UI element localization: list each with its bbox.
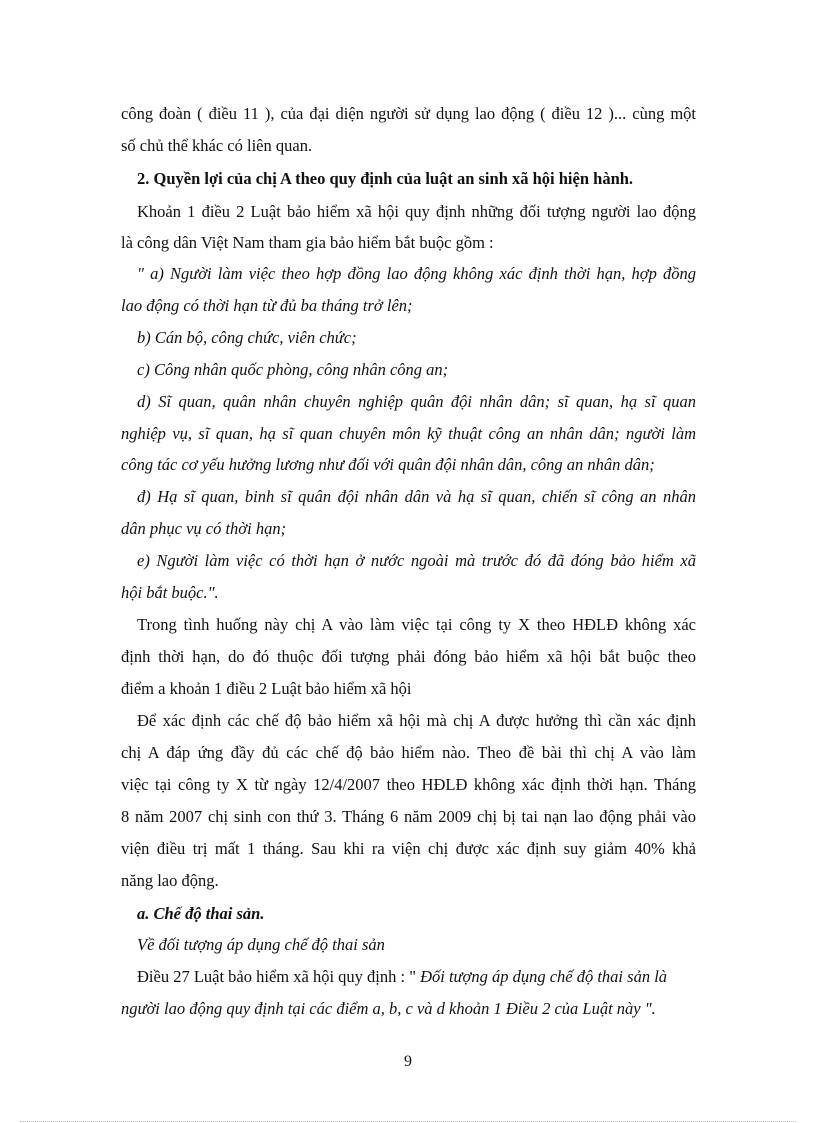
text-line: công tác cơ yếu hưởng lương như đối với quân đội nhân dân, công an nhân dân;: [121, 455, 655, 474]
text-line: lao động có thời hạn từ đủ ba tháng trở lên;: [121, 296, 413, 315]
text-line: e) Người làm việc có thời hạn ở nước ngoài mà trước đó đã đóng bảo hiểm xã: [137, 551, 696, 570]
text-line: d) Sĩ quan, quân nhân chuyên nghiệp quân đội nhân dân; sĩ quan, hạ sĩ quan: [137, 392, 696, 411]
text-line: Khoản 1 điều 2 Luật bảo hiểm xã hội quy định những đối tượng người lao động: [137, 202, 696, 221]
text-run: Điều 27 Luật bảo hiểm xã hội quy định : ": [137, 967, 421, 986]
text-line: 2. Quyền lợi của chị A theo quy định của luật an sinh xã hội hiện hành.: [137, 169, 634, 188]
text-line: a. Chế độ thai sản.: [137, 904, 265, 923]
text-line: c) Công nhân quốc phòng, công nhân công an;: [137, 360, 449, 379]
text-line: nghiệp vụ, sĩ quan, hạ sĩ quan chuyên môn kỹ thuật công an nhân dân; người làm: [121, 424, 696, 443]
text-line: là công dân Việt Nam tham gia bảo hiểm bắt buộc gồm :: [121, 233, 494, 252]
page-bottom-border: [20, 1121, 796, 1122]
text-line: định thời hạn, do đó thuộc đối tượng phải đóng bảo hiểm xã hội bắt buộc theo: [121, 647, 696, 666]
italic-run: Đối tượng áp dụng chế độ thai sản là: [420, 967, 668, 986]
text-line: hội bắt buộc.".: [121, 583, 219, 602]
text-line: người lao động quy định tại các điểm a, b, c và d khoản 1 Điều 2 của Luật này ".: [121, 999, 656, 1018]
text-line: " a) Người làm việc theo hợp đồng lao động không xác định thời hạn, hợp đồng: [137, 264, 696, 283]
text-line: [137, 967, 712, 987]
text-line: dân phục vụ có thời hạn;: [121, 519, 287, 538]
text-line: năng lao động.: [121, 871, 219, 890]
text-line: b) Cán bộ, công chức, viên chức;: [137, 328, 357, 347]
text-line: viện điều trị mất 1 tháng. Sau khi ra viện chị được xác định suy giảm 40% khả: [121, 839, 696, 858]
text-line: Để xác định các chế độ bảo hiểm xã hội mà chị A được hưởng thì cần xác định: [137, 711, 696, 730]
text-line: Trong tình huống này chị A vào làm việc tại công ty X theo HĐLĐ không xác: [137, 615, 696, 634]
text-line: đ) Hạ sĩ quan, binh sĩ quân đội nhân dân và hạ sĩ quan, chiến sĩ công an nhân: [137, 487, 696, 506]
text-line: chị A đáp ứng đầy đủ các chế độ bảo hiểm nào. Theo đề bài thì chị A vào làm: [121, 743, 696, 762]
text-line: công đoàn ( điều 11 ), của đại diện người sử dụng lao động ( điều 12 )... cùng một: [121, 104, 696, 123]
text-line: số chủ thể khác có liên quan.: [121, 136, 313, 155]
text-line: 8 năm 2007 chị sinh con thứ 3. Tháng 6 năm 2009 chị bị tai nạn lao động phải vào: [121, 807, 696, 826]
text-line: điểm a khoản 1 điều 2 Luật bảo hiểm xã hội: [121, 679, 412, 698]
page-number: 9: [404, 1053, 412, 1070]
text-line: Về đối tượng áp dụng chế độ thai sản: [137, 935, 385, 954]
text-line: việc tại công ty X từ ngày 12/4/2007 theo HĐLĐ không xác định thời hạn. Tháng: [121, 775, 696, 794]
